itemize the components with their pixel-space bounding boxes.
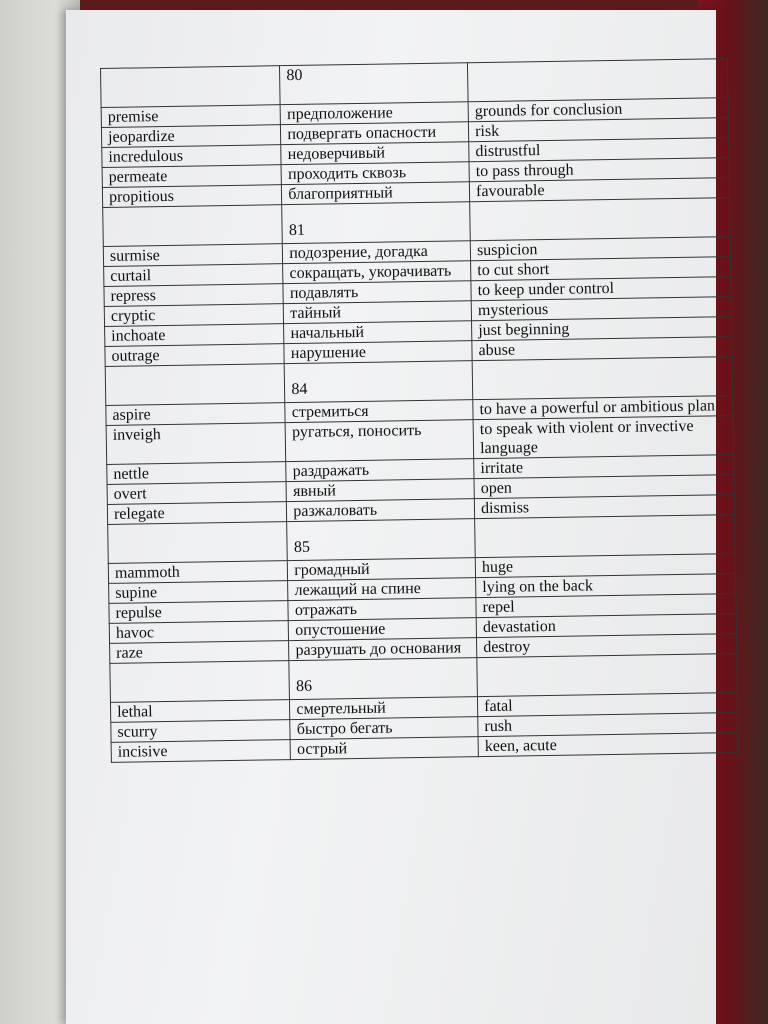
- section-page-number: 80: [286, 66, 303, 85]
- section-header-empty-cell: [105, 364, 285, 406]
- english-definition-cell: devastation: [476, 614, 736, 638]
- section-header-empty-cell: [468, 59, 728, 102]
- russian-translation-cell: подавлять: [283, 281, 471, 304]
- english-word-cell: lethal: [110, 700, 290, 723]
- english-word-cell: scurry: [111, 720, 291, 743]
- english-word-cell: permeate: [102, 165, 282, 188]
- english-word-cell: havoc: [109, 621, 289, 644]
- russian-translation-cell: тайный: [284, 301, 472, 324]
- english-definition-cell: mysterious: [471, 297, 731, 321]
- section-page-number: 81: [288, 221, 306, 240]
- english-definition-cell: dismiss: [474, 495, 734, 519]
- english-word-cell: surmise: [103, 244, 283, 267]
- russian-translation-cell: отражать: [288, 598, 476, 621]
- english-word-cell: aspire: [106, 403, 286, 426]
- russian-translation-cell: стремиться: [285, 400, 473, 423]
- russian-translation-cell: ругаться, поносить: [285, 420, 473, 462]
- english-word-cell: nettle: [107, 462, 287, 485]
- english-definition-cell: keen, acute: [478, 733, 738, 757]
- english-definition-cell: just beginning: [472, 317, 732, 341]
- english-definition-cell: suspicion: [470, 237, 730, 261]
- english-definition-cell: destroy: [477, 634, 737, 658]
- russian-translation-cell: начальный: [284, 321, 472, 344]
- russian-translation-cell: лежащий на спине: [288, 578, 476, 601]
- english-word-cell: raze: [110, 641, 290, 664]
- english-word-cell: cryptic: [104, 304, 284, 327]
- english-definition-cell: to have a powerful or ambitious plan: [473, 396, 733, 420]
- english-word-cell: incredulous: [102, 145, 282, 168]
- section-page-cell: [282, 202, 470, 244]
- english-definition-cell: favourable: [469, 178, 729, 202]
- english-word-cell: repress: [104, 284, 284, 307]
- english-word-cell: mammoth: [108, 561, 288, 584]
- english-word-cell: incisive: [111, 740, 291, 763]
- english-word-cell: relegate: [107, 502, 287, 525]
- russian-translation-cell: громадный: [288, 558, 476, 581]
- english-definition-cell: grounds for conclusion: [468, 98, 728, 122]
- english-word-cell: supine: [109, 581, 289, 604]
- russian-translation-cell: недоверчивый: [281, 142, 469, 165]
- english-definition-cell: irritate: [474, 455, 734, 479]
- english-definition-cell: lying on the back: [476, 574, 736, 598]
- english-definition-cell: to cut short: [471, 257, 731, 281]
- russian-translation-cell: острый: [290, 737, 478, 760]
- russian-translation-cell: нарушение: [284, 341, 472, 364]
- english-definition-cell: to pass through: [469, 158, 729, 182]
- section-page-cell: [280, 63, 468, 105]
- english-word-cell: curtail: [104, 264, 284, 287]
- section-page-number: 85: [293, 538, 311, 557]
- russian-translation-cell: сокращать, укорачивать: [283, 261, 471, 284]
- english-word-cell: propitious: [102, 185, 282, 208]
- section-header-empty-cell: [110, 661, 290, 703]
- section-header-empty-cell: [477, 654, 737, 697]
- english-definition-cell: to speak with violent or invective language: [473, 416, 733, 459]
- english-word-cell: outrage: [105, 344, 285, 367]
- english-definition-cell: repel: [476, 594, 736, 618]
- russian-translation-cell: раздражать: [286, 459, 474, 482]
- vocabulary-table-body: [101, 59, 739, 763]
- section-page-number: 86: [295, 677, 313, 695]
- english-definition-cell: open: [474, 475, 734, 499]
- section-header-empty-cell: [475, 515, 735, 558]
- russian-translation-cell: предположение: [280, 102, 468, 125]
- section-page-number: 84: [291, 380, 308, 399]
- english-definition-cell: to keep under control: [471, 277, 731, 301]
- english-definition-cell: rush: [478, 713, 738, 737]
- section-header-empty-cell: [108, 522, 288, 564]
- english-word-cell: overt: [107, 482, 287, 505]
- russian-translation-cell: разжаловать: [287, 499, 475, 522]
- section-header-empty-cell: [472, 357, 732, 400]
- english-word-cell: premise: [101, 105, 281, 128]
- english-definition-cell: huge: [475, 554, 735, 578]
- russian-translation-cell: подвергать опасности: [281, 122, 469, 145]
- russian-translation-cell: проходить сквозь: [281, 162, 469, 185]
- russian-translation-cell: опустошение: [289, 618, 477, 641]
- russian-translation-cell: быстро бегать: [290, 717, 478, 740]
- section-header-empty-cell: [470, 198, 730, 241]
- english-definition-cell: distrustful: [469, 138, 729, 162]
- section-page-cell: [285, 361, 473, 403]
- russian-translation-cell: благоприятный: [282, 182, 470, 205]
- english-word-cell: repulse: [109, 601, 289, 624]
- vocabulary-table: [100, 58, 739, 763]
- english-word-cell: jeopardize: [101, 125, 281, 148]
- english-definition-cell: abuse: [472, 337, 732, 361]
- english-word-cell: inchoate: [105, 324, 285, 347]
- section-header-empty-cell: [103, 205, 283, 247]
- russian-translation-cell: явный: [286, 479, 474, 502]
- section-header-empty-cell: [101, 66, 281, 108]
- section-page-cell: [289, 658, 477, 700]
- english-definition-cell: fatal: [478, 693, 738, 717]
- russian-translation-cell: подозрение, догадка: [283, 241, 471, 264]
- section-page-cell: [287, 519, 475, 561]
- english-word-cell: inveigh: [106, 423, 286, 465]
- russian-translation-cell: разрушать до основания: [289, 638, 477, 661]
- russian-translation-cell: смертельный: [290, 697, 478, 720]
- english-definition-cell: risk: [468, 118, 728, 142]
